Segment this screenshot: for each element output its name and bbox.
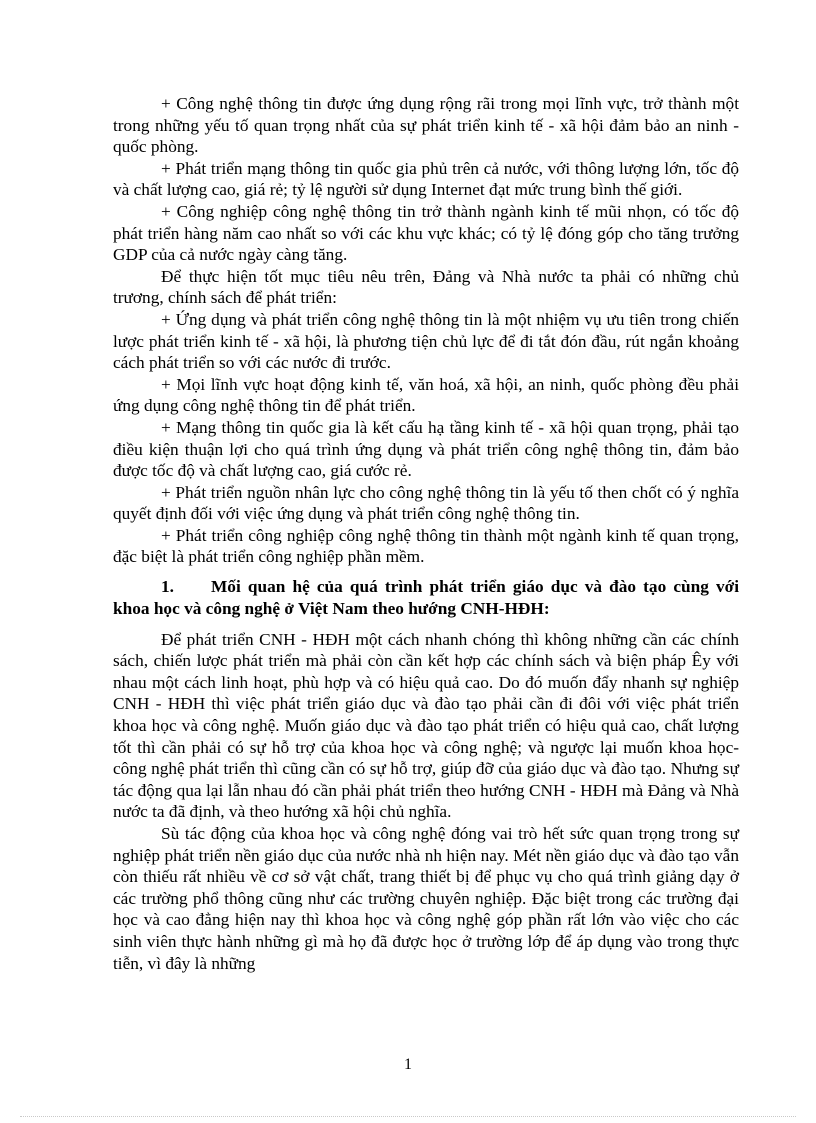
paragraph: Để phát triển CNH - HĐH một cách nhanh chóng thì không những cần các chính sách, chiến lược phát triển mà phải còn cần kết hợp các chính sách và biện pháp Êy với nhau một cách linh hoạt, phù hợp và có hiệu quả cao. Do đó muốn đẩy nhanh sự nghiệp CNH - HĐH thì việc phát triển giáo dục và đào tạo phải cần đi đôi với việc phát triển khoa học và công nghệ. Muốn giáo dục và đào tạo phát triển có hiệu quả cao, chất lượng tốt thì cần phải có sự hỗ trợ của khoa học và công nghệ; và ngược lại muốn khoa học- công nghệ phát triển thì cũng cần có sự hỗ trợ, giúp đỡ của giáo dục và đào tạo. Nhưng sự tác động qua lại lẫn nhau đó cần phải phát triển theo hướng CNH - HĐH mà Đảng và Nhà nước ta đã định, và theo hướng xã hội chủ nghĩa. [113, 629, 739, 822]
paragraph: + Mọi lĩnh vực hoạt động kinh tế, văn hoá, xã hội, an ninh, quốc phòng đều phải ứng dụng công nghệ thông tin để phát triển. [113, 374, 739, 416]
paragraph: Để thực hiện tốt mục tiêu nêu trên, Đảng và Nhà nước ta phải có những chủ trương, chính sách để phát triển: [113, 266, 739, 308]
section-number: 1. [161, 577, 174, 597]
paragraph: + Công nghiệp công nghệ thông tin trở thành ngành kinh tế mũi nhọn, có tốc độ phát triển hàng năm cao nhất so với các khu vực khác; có tỷ lệ đóng góp cho tăng trưởng GDP của cả nước ngày càng tăng. [113, 201, 739, 265]
document-body [113, 93, 739, 974]
section-heading [113, 576, 739, 620]
paragraph: + Công nghệ thông tin được ứng dụng rộng rãi trong mọi lĩnh vực, trở thành một trong những yếu tố quan trọng nhất của sự phát triển kinh tế - xã hội đảm bảo an ninh - quốc phòng. [113, 94, 739, 157]
paragraph: + Phát triển nguồn nhân lực cho công nghệ thông tin là yếu tố then chốt có ý nghĩa quyết định đối với việc ứng dụng và phát triển công nghệ thông tin. [113, 482, 739, 524]
paragraph: + Phát triển công nghiệp công nghệ thông tin thành một ngành kinh tế quan trọng, đặc biệt là phát triển công nghiệp phần mềm. [113, 525, 739, 567]
paragraph: + Phát triển mạng thông tin quốc gia phủ trên cả nước, với thông lượng lớn, tốc độ và chất lượng cao, giá rẻ; tỷ lệ người sử dụng Internet đạt mức trung bình thế giới. [113, 158, 739, 200]
page-divider [20, 1116, 796, 1117]
paragraph: Sù tác động của khoa học và công nghệ đóng vai trò hết sức quan trọng trong sự nghiệp phát triển nền giáo dục của nước nhà nh hiện nay. Mét nền giáo dục và đào tạo vẫn còn thiếu rất nhiều về cơ sở vật chất, trang thiết bị để phục vụ cho quá trình giảng dạy ở các trường phổ thông cũng như các trường chuyên nghiệp. Đặc biệt trong các trường đại học và cao đẳng hiện nay thì khoa học và công nghệ góp phần rất lớn vào việc cho các sinh viên thực hành những gì mà họ đã được học ở trường lớp để áp dụng vào trong thực tiễn, vì đây là những [113, 824, 739, 973]
paragraph: + Ứng dụng và phát triển công nghệ thông tin là một nhiệm vụ ưu tiên trong chiến lược phát triển kinh tế - xã hội, là phương tiện chủ lực để đi tắt đón đầu, rút ngắn khoảng cách phát triển so với các nước đi trước. [113, 309, 739, 373]
page-number: 1 [404, 1056, 412, 1073]
section-title: Mối quan hệ của quá trình phát triển giáo dục và đào tạo cùng với khoa học và công nghệ ở Việt Nam theo hướng CNH-HĐH: [113, 577, 739, 618]
paragraph: + Mạng thông tin quốc gia là kết cấu hạ tầng kinh tế - xã hội quan trọng, phải tạo điều kiện thuận lợi cho quá trình ứng dụng và phát triển công nghệ thông tin, đảm bảo được tốc độ và chất lượng cao, giá cước rẻ. [113, 417, 739, 481]
